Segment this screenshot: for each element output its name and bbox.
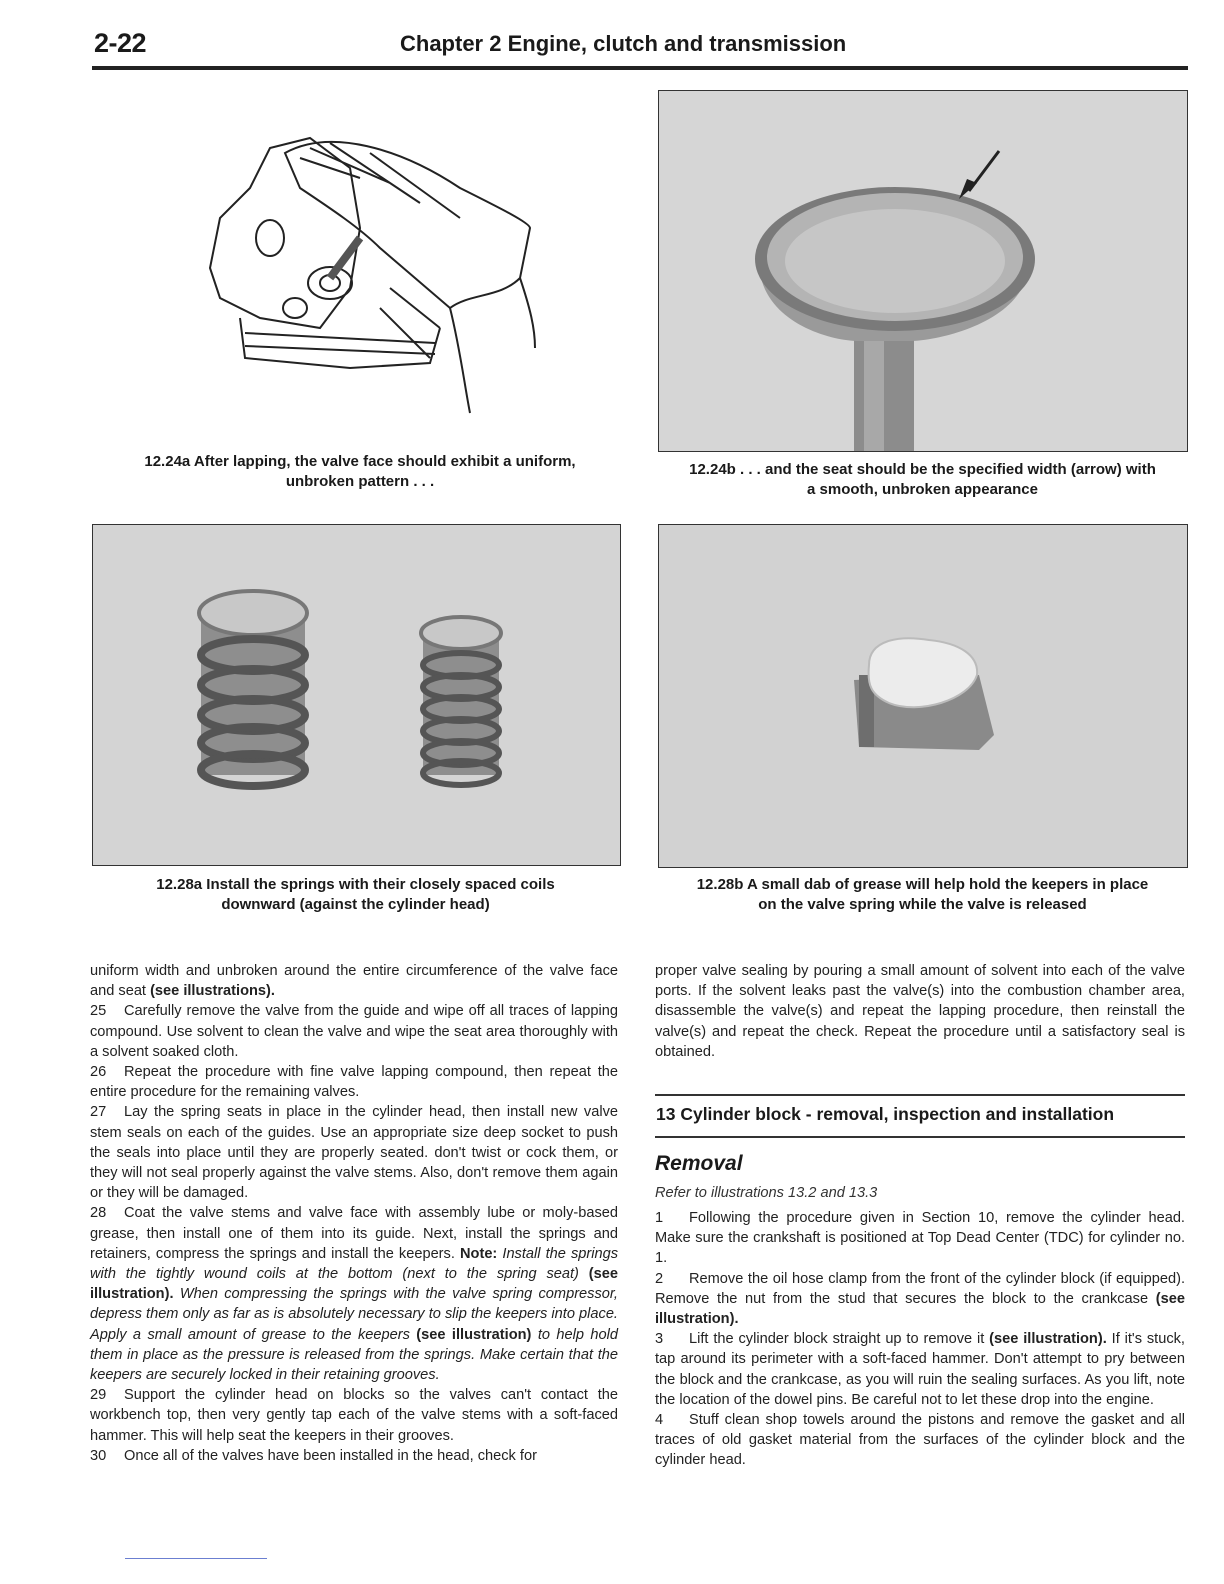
section-heading: 13 Cylinder block - removal, inspection and installation (656, 1104, 1115, 1124)
paragraph-29: 29 Support the cylinder head on blocks so the valves can't contact the workbench top, then very gently tap each of the valve stems with a soft-faced hammer. This will help seat the keepers in their grooves. (90, 1387, 618, 1444)
paragraph-30: 30 Once all of the valves have been installed in the head, check for (90, 1447, 537, 1464)
caption-12-24a (100, 452, 620, 492)
paragraph-3: 3 Lift the cylinder block straight up to remove it (see illustration). If it's stuck, tap around its perimeter with a soft-faced hammer. Don't attempt to pry between the block and the crankcase, as you will ruin the sealing surfaces. As you lift, note the location of the dowel pins. Be careful not to let these drop into the engine. (655, 1331, 1185, 1408)
caption-12-24b-line1: 12.24b . . . and the seat should be the specified width (arrow) with (689, 461, 1156, 478)
paragraph-28: 28 Coat the valve stems and valve face with assembly lube or moly-based grease, then install one of them into its guide. Next, install the springs and retainers, compress the springs and install the keepers. Note: Install the springs with the tightly wound coils at the bottom (next to the spring seat) (see illustration). When compressing the springs with the valve spring compressor, depress them only as far as is absolutely necessary to slip the keepers into place. Apply a small amount of grease to the keepers (see illustration) to help hold them in place as the pressure is released from the springs. Make certain that the keepers are securely locked in their retaining grooves. (90, 1205, 619, 1384)
header-rule (92, 66, 1188, 70)
chapter-title: Chapter 2 Engine, clutch and transmission (400, 31, 847, 56)
caption-12-28a (92, 875, 619, 915)
figure-12-24b-photo (658, 90, 1188, 452)
section-rule-bottom (655, 1136, 1185, 1138)
caption-12-24b (655, 460, 1190, 500)
caption-12-28b-line1: 12.28b A small dab of grease will help hold the keepers in place (696, 876, 1149, 893)
caption-12-28b-line2: on the valve spring while the valve is released (758, 896, 1087, 913)
footer-line (125, 1558, 267, 1559)
right-text-top (655, 961, 1185, 1062)
paragraph-2: 2 Remove the oil hose clamp from the front of the cylinder block (if equipped). Remove the nut from the stud that secures the block to the crankcase (see illustration). (655, 1270, 1185, 1328)
spring-left (199, 591, 307, 786)
paragraph-26: 26 Repeat the procedure with fine valve lapping compound, then repeat the entire procedure for the remaining valves. (90, 1064, 618, 1101)
sub-heading-removal: Removal (655, 1152, 743, 1175)
caption-12-28b (655, 875, 1190, 915)
caption-12-28a-line1: 12.28a Install the springs with their closely spaced coils (156, 876, 555, 893)
paragraph-intro: uniform width and unbroken around the entire circumference of the valve face and seat (see illustrations). (90, 963, 618, 1000)
valve-springs-photo (93, 525, 620, 865)
paragraph-4: 4 Stuff clean shop towels around the pistons and remove the gasket and all traces of old gasket material from the surfaces of the cylinder block and the cylinder head. (655, 1412, 1185, 1469)
caption-12-24a-line1: 12.24a After lapping, the valve face should exhibit a uniform, (144, 453, 576, 470)
paragraph-27: 27 Lay the spring seats in place in the cylinder head, then install new valve stem seals on each of the guides. Use an appropriate size deep socket to push the seals into place until they are properly seated. don't twist or cock them, or they will not seal properly against the valve stems. Also, don't remove them again or they will be damaged. (90, 1104, 618, 1202)
figure-12-24a-illustration (200, 128, 545, 418)
valve-lapping-drawing (200, 128, 545, 418)
valve-seat-photo (659, 91, 1187, 451)
refer-note: Refer to illustrations 13.2 and 13.3 (655, 1185, 878, 1201)
caption-12-24a-line2: unbroken pattern . . . (285, 473, 435, 490)
section-rule-top (655, 1094, 1185, 1096)
right-text-removal (655, 1208, 1185, 1471)
left-text-column (90, 961, 618, 1466)
paragraph-25: 25 Carefully remove the valve from the guide and wipe off all traces of lapping compound. Use solvent to clean the valve and wipe the seat area thoroughly with a solvent soaked cloth. (90, 1003, 618, 1060)
figure-12-28b-photo (658, 524, 1188, 868)
figure-12-28a-photo (92, 524, 621, 866)
note-label: Note: (460, 1245, 498, 1262)
spring-right (421, 617, 501, 785)
paragraph-continuation: proper valve sealing by pouring a small amount of solvent into each of the valve ports. If the solvent leaks past the valve(s) into the combustion chamber area, disassemble the valve(s) and repeat the lapping procedure, then reinstall the valve(s) and repeat the check. Repeat the procedure until a satisfactory seal is obtained. (655, 963, 1185, 1060)
paragraph-1: 1 Following the procedure given in Section 10, remove the cylinder head. Make sure the crankshaft is positioned at Top Dead Center (TDC) for cylinder no. 1. (655, 1210, 1185, 1267)
caption-12-28a-line2: downward (against the cylinder head) (221, 896, 490, 913)
caption-12-24b-line2: a smooth, unbroken appearance (807, 481, 1038, 498)
keeper-grease-photo (659, 525, 1187, 867)
page-number: 2-22 (94, 28, 147, 58)
